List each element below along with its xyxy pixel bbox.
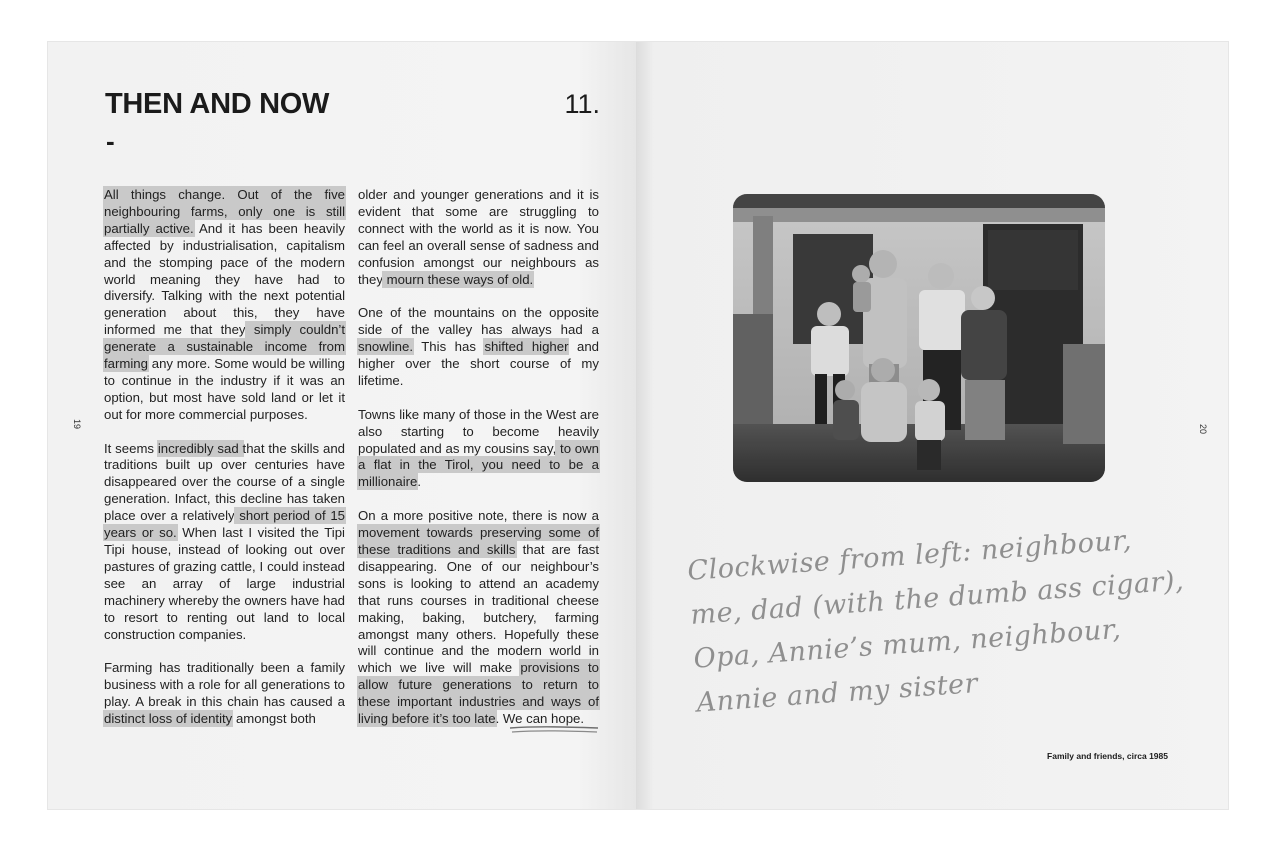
highlighted-text: simply couldn’t generate a sustainable income from farming xyxy=(104,322,345,372)
text-column-left xyxy=(104,187,345,745)
body-text: and higher over the short course of my lifetime. xyxy=(358,339,599,388)
handwritten-note: Clockwise from left: neighbour, me, dad (with the dumb ass cigar), Opa, Annie’s mum, neighbour, Annie and my sister xyxy=(686,524,1186,719)
body-text: any more. Some would be willing to continue in the industry if it was an option, but most have sold land or let it out for more commercial purposes. xyxy=(104,356,345,422)
highlighted-text: short period of 15 years or so. xyxy=(104,508,345,541)
title-dash: - xyxy=(106,126,115,156)
highlighted-text: All things change. Out of the five neighbouring farms, only one is still partially active. xyxy=(104,187,345,236)
body-text: Farming has traditionally been a family business with a role for all generations to play. A break in this chain has caused a xyxy=(104,660,345,710)
col1-paragraph xyxy=(104,660,345,728)
chapter-number: 11. xyxy=(564,89,600,119)
highlighted-text: shifted higher xyxy=(484,339,569,355)
body-text: older and younger generations and it is evident that some are struggling to connect with the world as it is now. You can feel an overall sense of sadness and confusion amongst our neighbours as they xyxy=(358,187,599,287)
col1-paragraph xyxy=(104,441,345,644)
highlighted-text: movement towards preserving some of these traditions and skills xyxy=(358,525,599,557)
page-number-left: 19 xyxy=(72,418,83,430)
body-text: that are fast disappearing. One of our neighbour’s sons is looking to attend an academy that runs courses in traditional cheese making, baking, butchery, farming amongst many others. Hopefully these will continue and the modern world in which we live will make xyxy=(358,541,599,676)
body-text: . We can hope. xyxy=(495,711,585,727)
body-text: It seems xyxy=(104,440,158,456)
col2-paragraph xyxy=(358,407,599,492)
photo-caption: Family and friends, circa 1985 xyxy=(1047,751,1168,761)
text-column-right xyxy=(358,187,599,745)
highlighted-text: distinct loss of identity xyxy=(104,711,233,727)
col2-paragraph xyxy=(358,187,599,288)
family-photo xyxy=(733,194,1105,482)
book-spread xyxy=(48,42,1228,809)
highlighted-text: to own a flat in the Tirol, you need to be a millionaire xyxy=(358,440,599,490)
page-number-right: 20 xyxy=(1197,423,1208,435)
left-page xyxy=(48,42,636,809)
right-page xyxy=(636,42,1228,809)
body-text: On a more positive note, there is now a xyxy=(358,508,599,524)
highlighted-text: mourn these ways of old. xyxy=(382,271,534,287)
pencil-underline xyxy=(508,725,600,735)
body-text: that the skills and traditions built up over centuries have disappeared over the course of a single generation. Infact, this decline has taken place over a relatively xyxy=(104,440,345,524)
col2-paragraph xyxy=(358,305,599,390)
body-text: Towns like many of those in the West are also starting to become heavily populated and as my cousins say, xyxy=(358,406,599,456)
body-text: One of the mountains on the opposite side of the valley has always had a xyxy=(358,305,599,338)
page-title: THEN AND NOW xyxy=(105,88,330,120)
body-text: . xyxy=(417,474,422,490)
body-text: This has xyxy=(412,339,485,355)
body-text: amongst both xyxy=(232,711,316,727)
highlighted-text: incredibly sad xyxy=(157,440,243,456)
col2-paragraph xyxy=(358,508,599,728)
body-text: And it has been heavily affected by industrialisation, capitalism and the stomping pace of the modern world meaning they have had to diversify. Talking with the next potential generation about this, they have informed me that they xyxy=(104,220,345,338)
highlighted-text: provisions to allow future generations to return to these important industries and ways of living before it’s too late xyxy=(358,660,599,727)
body-text: When last I visited the Tipi Tipi house, instead of looking out over pastures of grazing cattle, I could instead see an array of large industrial machinery whereby the owners have had to resort to renting out land to local construction companies. xyxy=(104,525,345,642)
col1-paragraph xyxy=(104,187,345,424)
highlighted-text: snowline. xyxy=(358,339,413,355)
